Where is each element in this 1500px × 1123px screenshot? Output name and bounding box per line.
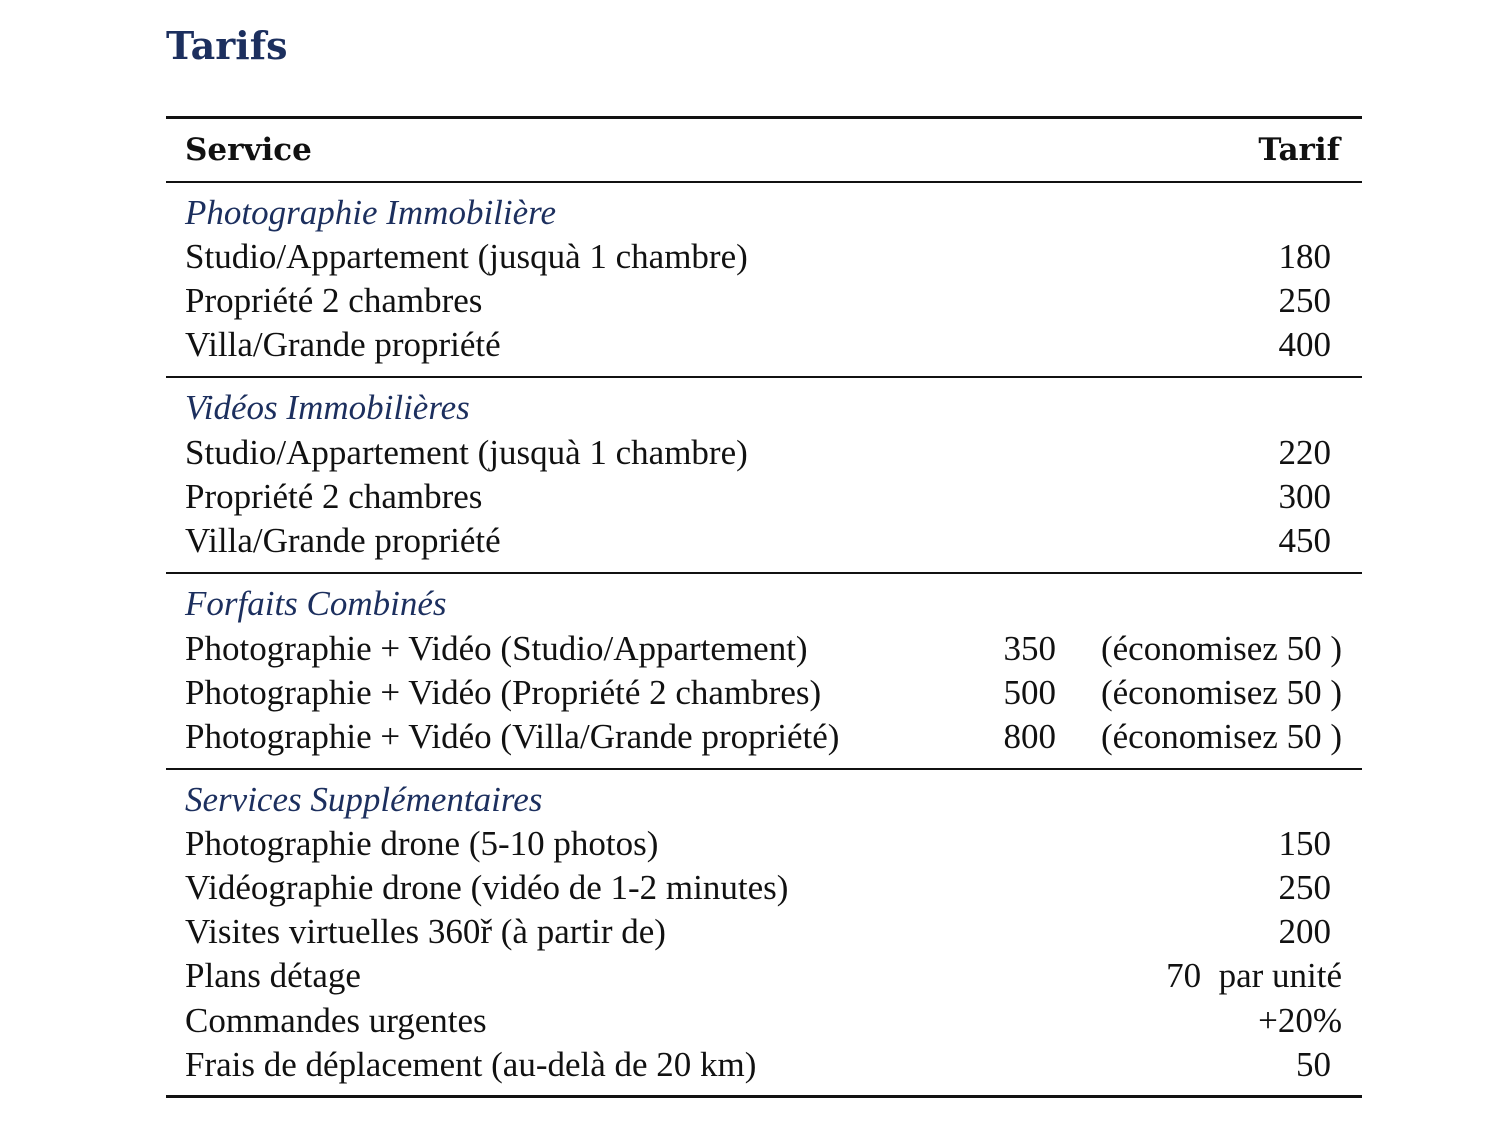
- table-row: [185, 866, 1342, 910]
- row-price: 250: [1278, 281, 1331, 320]
- table-row: [185, 475, 1342, 519]
- table-row: [185, 235, 1342, 279]
- section-rule: [166, 768, 1362, 770]
- page-title: Tarifs: [166, 23, 288, 68]
- row-price: 150: [1278, 824, 1331, 863]
- row-service: Visites virtuelles 360ř (à partir de): [185, 912, 666, 951]
- row-service: Studio/Appartement (jusquà 1 chambre): [185, 237, 748, 276]
- row-service: Frais de déplacement (au-delà de 20 km): [185, 1045, 757, 1084]
- section-rule: [166, 572, 1362, 574]
- table-row: [185, 627, 1342, 671]
- row-price: +20%: [1258, 1001, 1342, 1040]
- row-price: 300: [1278, 477, 1331, 516]
- table-row: [185, 519, 1342, 563]
- table-row: [185, 822, 1342, 866]
- header-service: Service: [185, 132, 312, 168]
- section-title-supplementaires: Services Supplémentaires: [185, 780, 543, 819]
- table-row: [185, 431, 1342, 475]
- header-rule: [166, 181, 1362, 183]
- row-service: Photographie + Vidéo (Studio/Appartement): [185, 629, 808, 668]
- row-price: 70 par unité: [1166, 956, 1342, 995]
- row-service: Plans détage: [185, 956, 361, 995]
- row-price: 800: [1003, 717, 1056, 756]
- row-price: 500: [1003, 673, 1056, 712]
- table-row: [185, 715, 1342, 759]
- row-price: 250: [1278, 868, 1331, 907]
- row-saving-note: (économisez 50 ): [1100, 673, 1342, 712]
- row-price: 220: [1278, 433, 1331, 472]
- table-row: [185, 323, 1342, 367]
- row-service: Photographie + Vidéo (Propriété 2 chambres): [185, 673, 822, 712]
- table-row: [185, 910, 1342, 954]
- row-service: Villa/Grande propriété: [185, 521, 501, 560]
- section-rule: [166, 376, 1362, 378]
- table-row: [185, 279, 1342, 323]
- row-price: 50: [1296, 1045, 1331, 1084]
- table-row: [185, 671, 1342, 715]
- row-service: Photographie + Vidéo (Villa/Grande propriété): [185, 717, 840, 756]
- row-service: Villa/Grande propriété: [185, 325, 501, 364]
- row-price: 350: [1003, 629, 1056, 668]
- row-service: Propriété 2 chambres: [185, 281, 483, 320]
- row-service: Propriété 2 chambres: [185, 477, 483, 516]
- section-title-videos: Vidéos Immobilières: [185, 388, 470, 427]
- row-saving-note: (économisez 50 ): [1100, 717, 1342, 756]
- row-service: Photographie drone (5-10 photos): [185, 824, 659, 863]
- row-price: 200: [1278, 912, 1331, 951]
- table-row: [185, 954, 1342, 998]
- table-row: [185, 999, 1342, 1043]
- row-service: Commandes urgentes: [185, 1001, 487, 1040]
- header-tarif: Tarif: [1258, 132, 1340, 168]
- section-title-forfaits: Forfaits Combinés: [185, 584, 447, 623]
- row-price: 180: [1278, 237, 1331, 276]
- table-bottom-rule: [166, 1095, 1362, 1098]
- table-row: [185, 1043, 1342, 1087]
- row-saving-note: (économisez 50 ): [1100, 629, 1342, 668]
- row-price: 450: [1278, 521, 1331, 560]
- row-service: Vidéographie drone (vidéo de 1-2 minutes): [185, 868, 789, 907]
- section-title-photographie: Photographie Immobilière: [185, 193, 557, 232]
- table-top-rule: [166, 116, 1362, 119]
- row-price: 400: [1278, 325, 1331, 364]
- row-service: Studio/Appartement (jusquà 1 chambre): [185, 433, 748, 472]
